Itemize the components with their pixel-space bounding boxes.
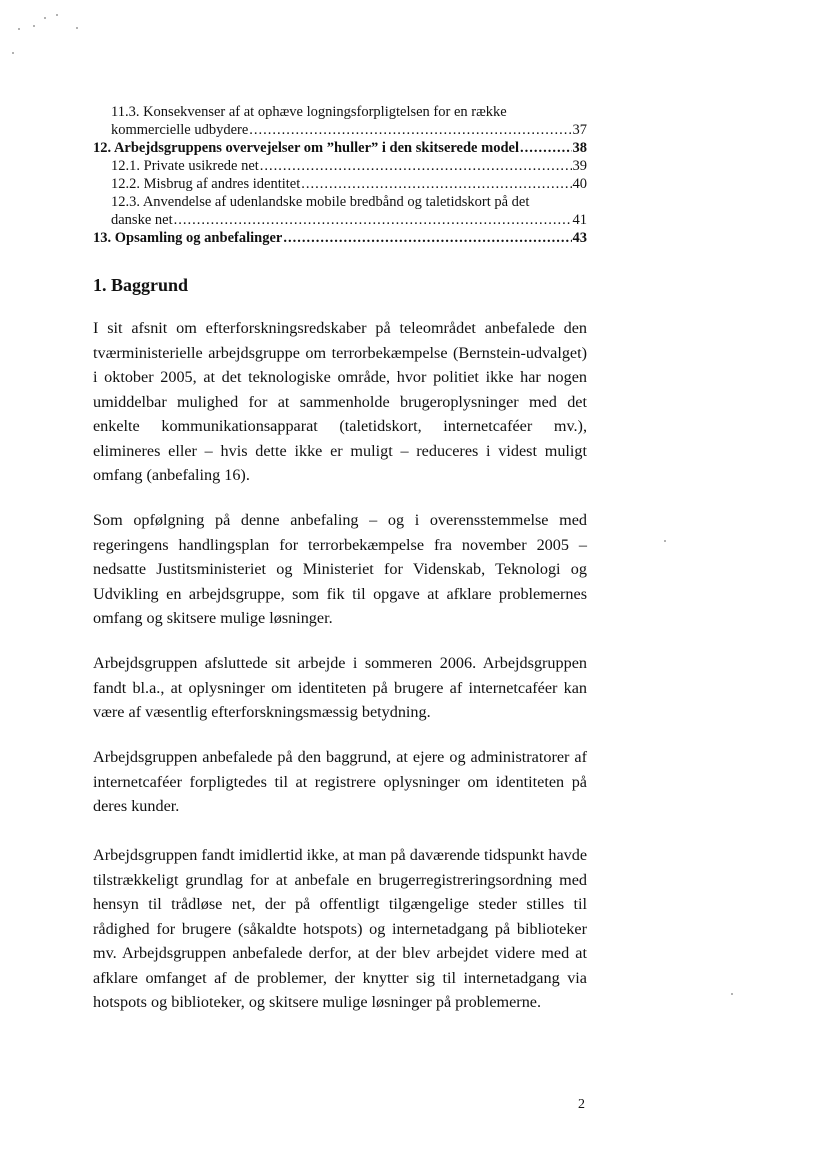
toc-page-number: 38 (572, 140, 587, 156)
toc-entry-11-3-cont[interactable] (93, 121, 587, 139)
toc-entry-12-1[interactable] (93, 157, 587, 175)
toc-leader-dots (260, 157, 572, 175)
toc-leader-dots (174, 211, 572, 229)
body-paragraph: Arbejdsgruppen anbefalede på den baggrund, at ejere og administratorer af internetcaféer forpligtedes til at registrere oplysninger om identiteten på deres kunder. (93, 748, 587, 815)
toc-entry-title: 13. Opsamling og anbefalinger (93, 230, 283, 246)
toc-entry-12-2[interactable] (93, 175, 587, 193)
toc-leader-dots (301, 175, 571, 193)
scan-speck (33, 25, 35, 27)
toc-entry-title: 12.1. Private usikrede net (111, 158, 259, 174)
scan-speck (56, 14, 58, 16)
scan-speck (18, 28, 20, 30)
toc-page-number: 40 (572, 176, 587, 192)
scan-speck (664, 540, 666, 542)
toc-page-number: 39 (572, 158, 587, 174)
toc-page-number: 41 (572, 212, 587, 228)
toc-entry-continuation: danske net (111, 212, 173, 228)
section-heading: 1. Baggrund (93, 275, 189, 295)
toc-entry-12-3[interactable] (93, 193, 587, 211)
scan-speck (44, 17, 46, 19)
toc-page-number: 37 (572, 122, 587, 138)
toc-entry-title: 12.3. Anvendelse af udenlandske mobile bredbånd og taletidskort på det (111, 194, 530, 210)
toc-entry-title: 12. Arbejdsgruppens overvejelser om ”huller” i den skitserede model (93, 140, 519, 156)
toc-page-number: 43 (572, 230, 587, 246)
toc-entry-11-3[interactable] (93, 103, 587, 121)
body-paragraph: I sit afsnit om efterforskningsredskaber på teleområdet anbefalede den tværministerielle arbejdsgruppe om terrorbekæmpelse (Bernstein-udvalget) i oktober 2005, at det teknologiske område, hvor politiet ikke har nogen umiddelbar mulighed for at sammenholde brugeroplysninger med det enkelte kommunikationsapparat (taletidskort, internetcaféer mv.), elimineres eller – hvis dette ikke er muligt – reduceres i videst muligt omfang (anbefaling 16). (93, 319, 587, 484)
toc-leader-dots (520, 139, 572, 157)
body-paragraph: Som opfølgning på denne anbefaling – og i overensstemmelse med regeringens handlingsplan for terrorbekæmpelse fra november 2005 – nedsatte Justitsministeriet og Ministeriet for Videnskab, Teknologi og Udvikling en arbejdsgruppe, som fik til opgave at afklare problemernes omfang og skitsere mulige løsninger. (93, 511, 587, 627)
toc-entry-title: 12.2. Misbrug af andres identitet (111, 176, 301, 192)
toc-entry-title: 11.3. Konsekvenser af at ophæve logningsforpligtelsen for en række (111, 104, 507, 120)
toc-entry-12-3-cont[interactable] (93, 211, 587, 229)
scan-speck (731, 993, 733, 995)
body-paragraph: Arbejdsgruppen fandt imidlertid ikke, at man på daværende tidspunkt havde tilstrækkeligt grundlag for at anbefale en brugerregistreringsordning med hensyn til trådløse net, der på offentligt tilgængelige steder stilles til rådighed for brugere (såkaldte hotspots) og internetadgang på biblioteker mv. Arbejdsgruppen anbefalede derfor, at der blev arbejdet videre med at afklare omfanget af de problemer, der knytter sig til internetadgang via hotspots og biblioteker, og skitsere mulige løsninger på problemerne. (93, 846, 587, 1011)
toc-leader-dots (249, 121, 571, 139)
toc-leader-dots (283, 229, 571, 247)
toc-entry-12[interactable] (93, 139, 587, 157)
toc-entry-continuation: kommercielle udbydere (111, 122, 249, 138)
toc-entry-13[interactable] (93, 229, 587, 247)
table-of-contents (93, 103, 587, 247)
body-paragraph: Arbejdsgruppen afsluttede sit arbejde i sommeren 2006. Arbejdsgruppen fandt bl.a., at oplysninger om identiteten på brugere af internetcaféer kan være af væsentlig efterforskningsmæssig betydning. (93, 654, 587, 721)
scan-speck (12, 52, 14, 54)
page-number: 2 (578, 1097, 585, 1112)
scan-speck (76, 27, 78, 29)
